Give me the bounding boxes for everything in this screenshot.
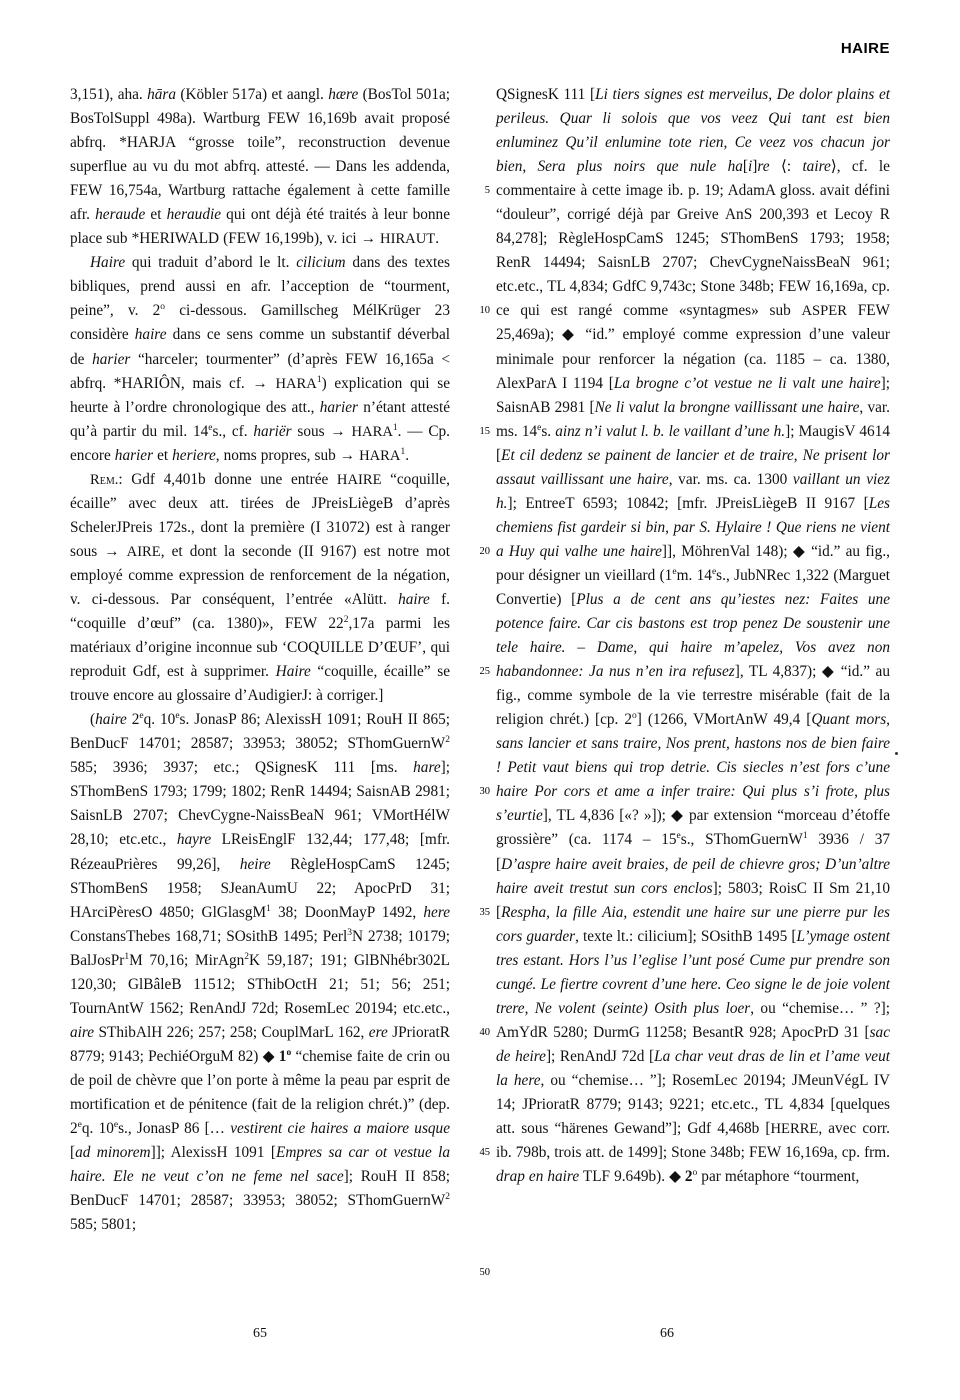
line-number: 25 (479, 666, 490, 678)
paragraph: Rem.: Gdf 4,401b donne une entrée HAIRE “coquille, écaille” avec deux att. tirées de JPreisLiègeB d’après SchelerJPreis 172s., dont la première (I 31072) est à ranger sous → AIRE, et dont la seconde (II 9167) est notre mot employé comme expression de renforcement de la négation, v. ci-dessous. Par conséquent, l’entrée «Alütt. haire f. “coquille d’œuf” (ca. 1380)», FEW $22^2,17a$ parmi les matériaux d’origine inconnue sub ‘COQUILLE D’ŒUF’, qui reproduit Gdf, est à supprimer. Haire “coquille, écaille” se trouve encore au glossaire d’AudigierJ: à corriger.] (70, 470, 450, 705)
right-column (470, 83, 891, 1279)
line-number: 50 (479, 1267, 490, 1279)
line-number: 15 (479, 425, 490, 437)
running-head: HAIRE (840, 40, 890, 57)
line-number: 10 (479, 305, 490, 317)
paragraph: (haire 2eq. 10es. JonasP 86; AlexissH 1091; RouH II 865; BenDucF 14701; 28587; 33953; 38052; SThomGuernW$^2$ 585; 3936; 3937; etc.; QSignesK 111 [ms. hare]; SThomBenS 1793; 1799; 1802; RenR 14494; SaisnAB 2981; SaisnLB 2707; ChevCygne-NaissBeaN 961; VMortHélW 28,10; etc.etc., hayre LReisEnglF 132,44; 177,48; [mfr. RézeauPrières 99,26], heire RègleHospCamS 1245; SThomBenS 1958; SJeanAumU 22; ApocPrD 31; HArciPèresO 4850; GlGlasgM$^1$ 38; DoonMayP 1492, here ConstansThebes 168,71; SOsithB 1495; Perl$^3$N 2738; 10179; BalJosPr$^1$M 70,16; MirAgn$^2$K 59,187; 191; GlBNhébr302L 120,30; GlBâleB 11512; SThibOctH 21; 51; 56; 251; TournAntW 1562; RenAndJ 72d; RosemLec 20194; etc.etc., aire SThibAlH 226; 257; 258; CouplMarL 162, ere JPrioratR 8779; 9143; PechiéOrguM 82) ◆ 1$^o$ “chemise faite de crin ou de poil de chèvre que l’on porte à même la peau par esprit de mortification et de pénitence (fait de la religion chrét.)” (dep. 2eq. 10es., JonasP 86 [… vestirent cie haires a maiore usque [ad minorem]]; AlexissH 1091 [Empres sa car ot vestue la haire. Ele ne veut c’on ne feme nel sace]; RouH II 858; BenDucF 14701; 28587; 33953; 38052; SThomGuernW$^2$ 585; 5801; (70, 711, 451, 1234)
paragraph: 3,151), aha. hāra (Köbler 517a) et aangl. hære (BosTol 501a; BosTolSuppl 498a). Wartburg FEW 16,169b avait proposé abfrq. *HARJA “grosse toile”, reconstruction devenue superflue au vu du mot abfrq. attesté. — Dans les addenda, FEW 16,754a, Wartburg rattache également à cette famille afr. heraude et heraudie qui ont déjà été traités à leur bonne place sub *HERIWALD (FEW 16,199b), v. ici → HIRAUT. (70, 86, 451, 248)
line-number: 20 (479, 545, 490, 557)
two-column-body (70, 83, 891, 1279)
paragraph: Haire qui traduit d’abord le lt. cilicium dans des textes bibliques, prend aussi en afr. l’acception de “tourment, peine”, v. 2$^o$ ci-dessous. Gamillscheg MélKrüger 23 considère haire dans ce sens comme un substantif déverbal de harier “harceler; tourmenter” (d’après FEW 16,165a < abfrq. *HARIÔN, mais cf. → $HARA^1$) explication qui se heurte à l’ordre chronologique des att., harier n’étant attesté qu’à partir du mil. 14es., cf. hariër sous → $HARA^1$. — Cp. encore harier et heriere, noms propres, sub → $HARA^1$. (70, 254, 451, 464)
left-column (70, 83, 450, 1237)
line-number: 5 (484, 185, 490, 197)
line-number: 40 (479, 1026, 490, 1038)
folio-right: 66 (660, 1326, 674, 1341)
line-number: 35 (479, 906, 490, 918)
page-speck (895, 752, 898, 755)
line-number-gutter (470, 83, 490, 1285)
paragraph: QSignesK 111 [Li tiers signes est merveilus, De dolor plains et perileus. Quar li solois que vos veez Qui tant est bien enluminez Qu’il enlumine tote rien, Ce veez vos chacun jor bien, Sera plus noirs que nule ha[i]re ⟨: taire⟩, cf. le commentaire à cette image ib. p. 19; AdamA gloss. avait défini “douleur”, corrigé déjà par Greive AnS 200,393 et Lecoy R 84,278]; RègleHospCamS 1245; SThomBenS 1793; 1958; RenR 14494; SaisnLB 2707; ChevCygneNaissBeaN 961; etc.etc., TL 4,834; GdfC 9,743c; Stone 348b; FEW 16,169a, cp. ce qui est rangé comme «syntagmes» sub ASPER FEW 25,469a); ◆ “id.” employé comme expression d’une valeur minimale pour renforcer la négation (ca. 1185 – ca. 1380, AlexParA I 1194 [La brogne c’ot vestue ne li valt une haire]; SaisnAB 2981 [Ne li valut la brongne vaillissant une haire, var. ms. 14es. ainz n’i valut l. b. le vaillant d’une h.]; MaugisV 4614 [Et cil dedenz se painent de lancier et de traire, Ne prisent lor assaut vaillissant une haire, var. ms. ca. 1300 vaillant un viez h.]; EntreeT 6593; 10842; [mfr. JPreisLiègeB II 9167 [Les chemiens fist gardeir si bin, par S. Hylaire ! Que riens ne vient a Huy qui valhe une haire]], MöhrenVal 148); ◆ “id.” au fig., pour désigner un vieillard (1em. 14es., JubNRec 1,322 (Marguet Convertie) [Plus a de cent ans qu’iestes nez: Faites une potence faire. Car cis bastons est trop penez De soustenir une tele haire. – Dame, qui haire m’apelez, Vos avez non habandonnee: Ja nus n’en ira refusez], TL 4,837); ◆ “id.” au fig., comme symbole de la vie terrestre misérable (fait de la religion chrét.) [cp. 2$^o$] (1266, VMortAnW 49,4 [Quant mors, sans lancier et sans traire, Nos prent, hastons nos de bien faire ! Petit vaut biens qui trop detrie. Cis siecles n’est fors c’une haire Por cors et ame a infer traire: Qui plus s’i frote, plus s’eurtie], TL 4,836 [«? »]); ◆ par extension “morceau d’étoffe grossière” (ca. 1174 – 15es., SThomGuernW$^1$ 3936 / 37 [D’aspre haire aveit braies, de peil de chievre gros; D’un’altre haire aveit trestut sun cors enclos]; 5803; RoisC II Sm 21,10 [Respha, la fille Aia, estendit une haire sur une pierre pur les cors guarder, texte lt.: cilicium]; SOsithB 1495 [L’ymage ostent tres estant. Hors l’us l’eglise l’unt posé Cume pur prendre son cungé. Le fiertre covrent d’une here. Ceo signe le de joie volent trere, Ne volent (seinte) Osith plus loer, ou “chemise… ” ?]; AmYdR 5280; DurmG 11258; BesantR 928; ApocPrD 31 [sac de heire]; RenAndJ 72d [La char veut dras de lin et l’ame veut la here, ou “chemise… ”]; RosemLec 20194; JMeunVégL IV 14; JPrioratR 8779; 9143; 9221; etc.etc., TL 4,834 [quelques att. sous “härenes Gewand”]; Gdf 4,468b [HERRE, avec corr. ib. 798b, trois att. de 1499]; Stone 348b; FEW 16,169a, cp. frm. drap en haire TLF 9.649b). ◆ 2$^o$ par métaphore “tourment, (496, 86, 891, 1186)
line-number: 30 (479, 786, 490, 798)
line-number: 45 (479, 1147, 490, 1159)
folio-row (70, 1326, 890, 1370)
folio-left: 65 (253, 1326, 267, 1341)
